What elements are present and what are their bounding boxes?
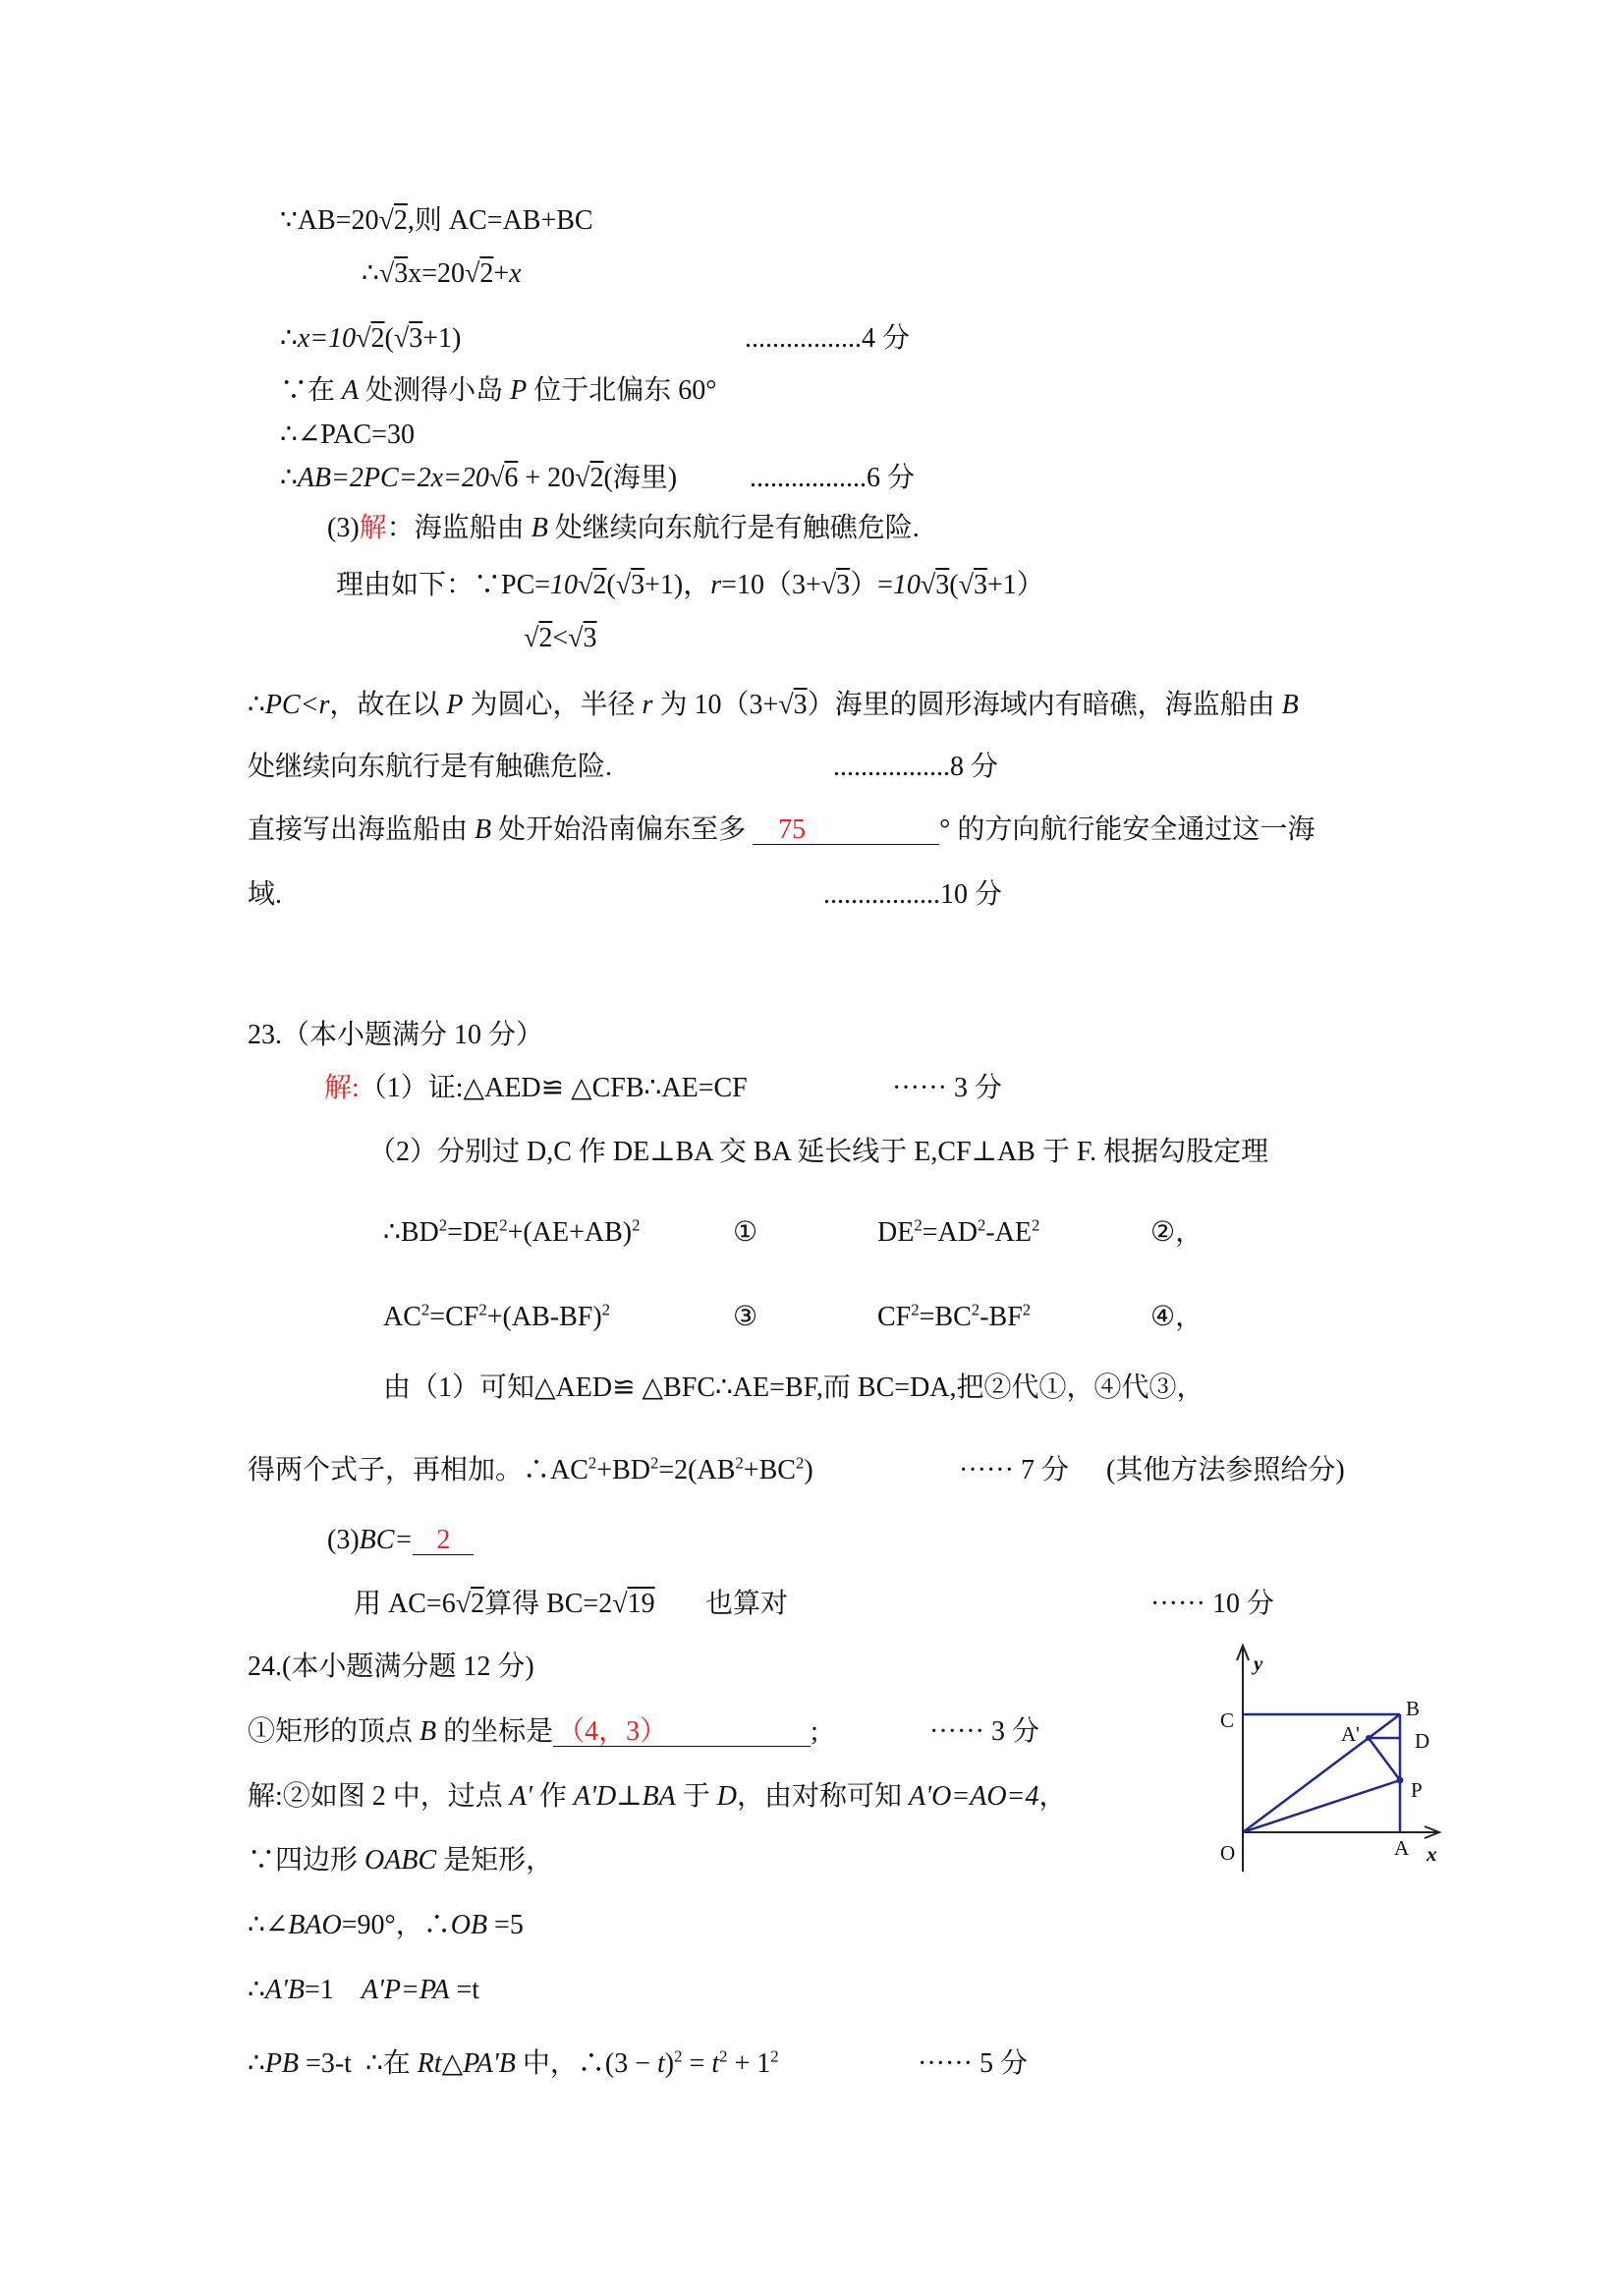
italic-variable: A [342,375,360,406]
italic-variable: 10 [550,570,579,600]
text-segment: ：海监船由 [386,513,532,543]
q22-line-7 [327,512,920,545]
q23-line-5 [327,1524,474,1557]
italic-variable: A'P=PA [361,1975,450,2005]
q22-line-2 [362,257,522,291]
text-segment: 处测得小岛 [359,375,511,406]
text-segment: ∴ [248,690,265,720]
text-segment: ) [664,2048,675,2079]
text-segment: 中，∴ [515,2048,605,2079]
text-segment: +(AE+AB) [507,1217,633,1248]
text-segment: ）= [850,570,893,600]
q23-line-4 [248,1454,813,1487]
text-segment: 算得 BC=2√ [484,1589,628,1619]
radicand: 3 [973,570,987,600]
text-segment: 作 [532,1781,574,1812]
label-o: O [1220,1841,1236,1865]
text-segment: 为圆心，半径 [463,690,643,720]
text-segment: ∴BD [383,1217,439,1248]
q24-line-4 [248,1909,524,1942]
circled-number: ① [733,1217,758,1248]
point-p-dot [1397,1777,1404,1784]
text-segment: =10（3+√ [721,570,837,600]
q23-equation-1 [383,1216,640,1250]
superscript: 2 [632,1215,641,1235]
y-axis-label: y [1254,1652,1263,1675]
text-segment: -BF [979,1302,1023,1332]
superscript: 2 [478,1300,487,1319]
q24-line-3 [248,1844,553,1877]
text-segment: (√ [384,323,410,354]
text-segment: ）海里的圆形海域内有暗礁，海监船由 [807,690,1282,720]
x-axis-label: x [1427,1842,1437,1866]
segment-op [1243,1780,1400,1832]
text-segment: ∴∠ [248,1910,289,1940]
text-segment: √ [578,570,593,600]
q22-line-3 [280,322,461,356]
text-segment: =5 [487,1910,524,1940]
text-segment: ∴ [248,1975,265,2005]
italic-variable: t [711,2048,720,2079]
text-segment: 位于北偏东 60° [527,375,717,406]
text-segment: + 1 [727,2048,771,2079]
grading-note: (其他方法参照给分) [1106,1455,1345,1485]
text-segment: +BD [596,1455,650,1485]
superscript: 2 [1032,1215,1040,1235]
radicand: 3 [935,570,950,600]
text-segment: +1)， [644,570,711,600]
text-segment: 处开始沿南偏东至多 [491,814,754,845]
label-a: A [1394,1836,1410,1860]
italic-variable: B [420,1716,437,1747]
q22-line-13: 域. [248,879,283,910]
q23-equation-2 [877,1216,1039,1250]
q24-line-2 [248,1780,1066,1814]
q22-line-9 [524,622,597,655]
italic-variable: r [710,570,722,600]
answer-blank: 2 [413,1527,474,1555]
text-segment: =2(AB [658,1455,736,1485]
superscript: 2 [914,1215,923,1235]
text-segment: ∵AB=20√ [280,205,394,236]
text-segment: ， [1038,1781,1067,1812]
circled-number: ②， [1150,1217,1203,1248]
text-segment: +(AB-BF) [486,1302,602,1332]
text-segment: ①矩形的顶点 [248,1716,420,1747]
label-c: C [1220,1708,1235,1732]
text-segment: √ [356,323,371,354]
text-segment: (海里) [603,463,678,493]
text-segment: √ [920,570,936,600]
italic-variable: x [509,258,522,289]
text-segment: ° 的方向航行能安全通过这一海 [939,814,1315,845]
text-segment: x=20√ [408,258,480,289]
radicand: 3 [409,323,423,354]
radicand: 3 [583,623,597,653]
score-marker: ······ 5 分 [918,2048,1028,2079]
q22-line-8 [336,569,1044,602]
radicand: 3 [394,258,409,289]
circled-number: ④， [1150,1302,1203,1332]
q22-line-4 [280,374,716,408]
text-segment: AC [383,1302,421,1332]
superscript: 2 [438,1215,448,1235]
score-marker: .................4 分 [745,323,911,354]
text-segment: =BC [919,1302,972,1332]
italic-variable: B [531,513,548,543]
q23-line-6 [354,1588,655,1621]
italic-variable: 10 [892,570,921,600]
italic-variable: x=10 [297,323,357,354]
text-segment: =AD [922,1217,978,1248]
text-segment: 也算对 [705,1589,789,1619]
radicand: 3 [793,690,808,720]
q22-line-5: ∴∠PAC=30 [280,420,415,450]
text-segment: （1）证:△AED≌ △CFB∴AE=CF [359,1073,748,1103]
radicand: 6 [504,463,519,493]
italic-variable: Rt△PA'B [417,2048,516,2079]
text-segment: CF [877,1302,912,1332]
text-segment: (√ [949,570,974,600]
q22-line-1 [280,204,593,238]
italic-variable: OABC [364,1845,437,1876]
radicand: 19 [627,1589,655,1619]
italic-variable: D [716,1781,737,1812]
text-segment: ∵四边形 [248,1845,365,1876]
q22-line-11: 处继续向东航行是有触礁危险. [248,752,613,782]
italic-variable: B [1281,690,1299,720]
superscript: 2 [719,2046,728,2066]
radicand: 2 [393,205,408,236]
q24-line-6 [248,2047,779,2081]
italic-variable: OB [450,1910,488,1940]
q23-equation-3 [383,1301,610,1334]
text-segment: DE [877,1217,915,1248]
text-segment: =CF [429,1302,479,1332]
text-segment: =t [449,1975,480,2005]
text-segment: 理由如下：∵PC= [336,570,551,600]
radicand: 2 [538,623,553,653]
q23-line-2: （2）分别过 D,C 作 DE⊥BA 交 BA 延长线于 E,CF⊥AB 于 F. 根据勾股定理 [368,1137,1269,1167]
text-segment: +BC [743,1455,796,1485]
q22-line-12 [248,813,1315,847]
q24-line-1 [248,1715,818,1749]
segment-a-prime-p [1369,1738,1400,1780]
q23-equation-4 [877,1301,1031,1334]
text-segment: 为 10（3+√ [652,690,794,720]
text-segment: ，由对称可知 [737,1781,910,1812]
q22-line-6 [280,462,677,495]
q23-line-3: 由（1）可知△AED≌ △BFC∴AE=BF,而 BC=DA,把②代①，④代③， [383,1372,1204,1403]
score-marker: .................10 分 [823,879,1003,910]
radicand: 2 [589,463,604,493]
italic-variable: BAO [288,1910,342,1940]
text-segment: 直接写出海监船由 [248,814,476,845]
solution-label: 解: [324,1073,360,1103]
superscript: 2 [1022,1300,1032,1319]
text-segment: (3) [327,1525,360,1555]
answer-blank: 75 [753,816,939,845]
q22-line-10 [248,689,1299,722]
text-segment: ; [811,1716,818,1747]
q24-title: 24.(本小题满分题 12 分) [248,1652,534,1682]
coordinate-figure [1179,1631,1454,1886]
italic-variable: PB [264,2048,300,2079]
text-segment: ,则 AC=AB+BC [407,205,593,236]
superscript: 2 [601,1300,611,1319]
text-segment: ∴√ [362,258,395,289]
text-segment: (√ [606,570,632,600]
text-segment: =90°，∴ [341,1910,451,1940]
text-segment: +1） [986,570,1044,600]
score-marker: .................6 分 [750,463,916,493]
circled-number: ③ [733,1302,758,1332]
text-segment: (3 − [604,2048,658,2079]
q23-line-1 [324,1072,748,1105]
text-segment: =DE [447,1217,500,1248]
text-segment: <√ [552,623,584,653]
text-segment: =1 [305,1975,362,2005]
text-segment: 处继续向东航行是有触礁危险. [547,513,920,543]
italic-variable: B [475,814,492,845]
text-segment: ∴ [280,463,298,493]
superscript: 2 [971,1300,980,1319]
solution-label: 解 [359,513,387,543]
italic-variable: PC<r [264,690,330,720]
superscript: 2 [420,1300,430,1319]
label-d: D [1415,1729,1430,1753]
text-segment: 的坐标是 [436,1716,554,1747]
answer-blank: （4，3） [553,1718,811,1747]
text-segment: ∴ [248,2048,265,2079]
text-segment: √ [488,463,505,493]
text-segment: 于 [675,1781,717,1812]
label-a-prime: A' [1341,1722,1360,1746]
text-segment: 是矩形， [436,1845,554,1876]
italic-variable: A' [509,1781,532,1812]
italic-variable: t [657,2048,665,2079]
radicand: 3 [836,570,851,600]
label-p: P [1411,1778,1423,1802]
italic-variable: A'B [264,1975,306,2005]
text-segment: √ [524,623,539,653]
segment-ob [1243,1714,1400,1832]
text-segment: = [682,2048,712,2079]
italic-variable: A'O=AO=4 [909,1781,1039,1812]
superscript: 2 [735,1453,744,1473]
italic-variable: P [510,375,528,406]
superscript: 2 [911,1300,920,1319]
score-marker: ······ 7 分 [959,1455,1069,1485]
italic-variable: P [446,690,464,720]
label-b: B [1406,1697,1421,1720]
italic-variable: A'D⊥BA [573,1781,676,1812]
text-segment: ∴ [280,323,298,354]
superscript: 2 [499,1215,508,1235]
q23-title: 23.（本小题满分 10 分） [248,1020,544,1050]
radicand: 2 [479,258,494,289]
text-segment: =3-t ∴在 [299,2048,418,2079]
text-segment: ∵在 [280,375,343,406]
superscript: 2 [588,1453,597,1473]
italic-variable: AB=2PC=2x=20 [297,463,489,493]
score-marker: ······ 10 分 [1150,1589,1274,1619]
superscript: 2 [977,1215,986,1235]
text-segment: + 20√ [518,463,590,493]
italic-variable: BC= [359,1525,414,1555]
text-segment: 得两个式子，再相加。∴AC [248,1455,588,1485]
point-a-prime-dot [1366,1735,1371,1741]
text-segment: (3) [327,513,360,543]
text-segment: 用 AC=6√ [354,1589,472,1619]
radicand: 3 [631,570,645,600]
text-segment: + [493,258,510,289]
text-segment: ) [804,1455,813,1485]
superscript: 2 [795,1453,805,1473]
text-segment: -AE [985,1217,1032,1248]
text-segment: 解:②如图 2 中，过点 [248,1781,510,1812]
text-segment: +1) [422,323,462,354]
radicand: 2 [592,570,607,600]
superscript: 2 [770,2046,779,2066]
score-marker: ······ 3 分 [929,1716,1039,1747]
q24-line-5 [248,1974,479,2007]
text-segment: ，故在以 [329,690,447,720]
score-marker: .................8 分 [833,752,999,782]
radicand: 2 [471,1589,485,1619]
radicand: 2 [370,323,385,354]
italic-variable: r [642,690,653,720]
score-marker: ······ 3 分 [892,1073,1002,1103]
superscript: 2 [674,2046,683,2066]
superscript: 2 [649,1453,659,1473]
